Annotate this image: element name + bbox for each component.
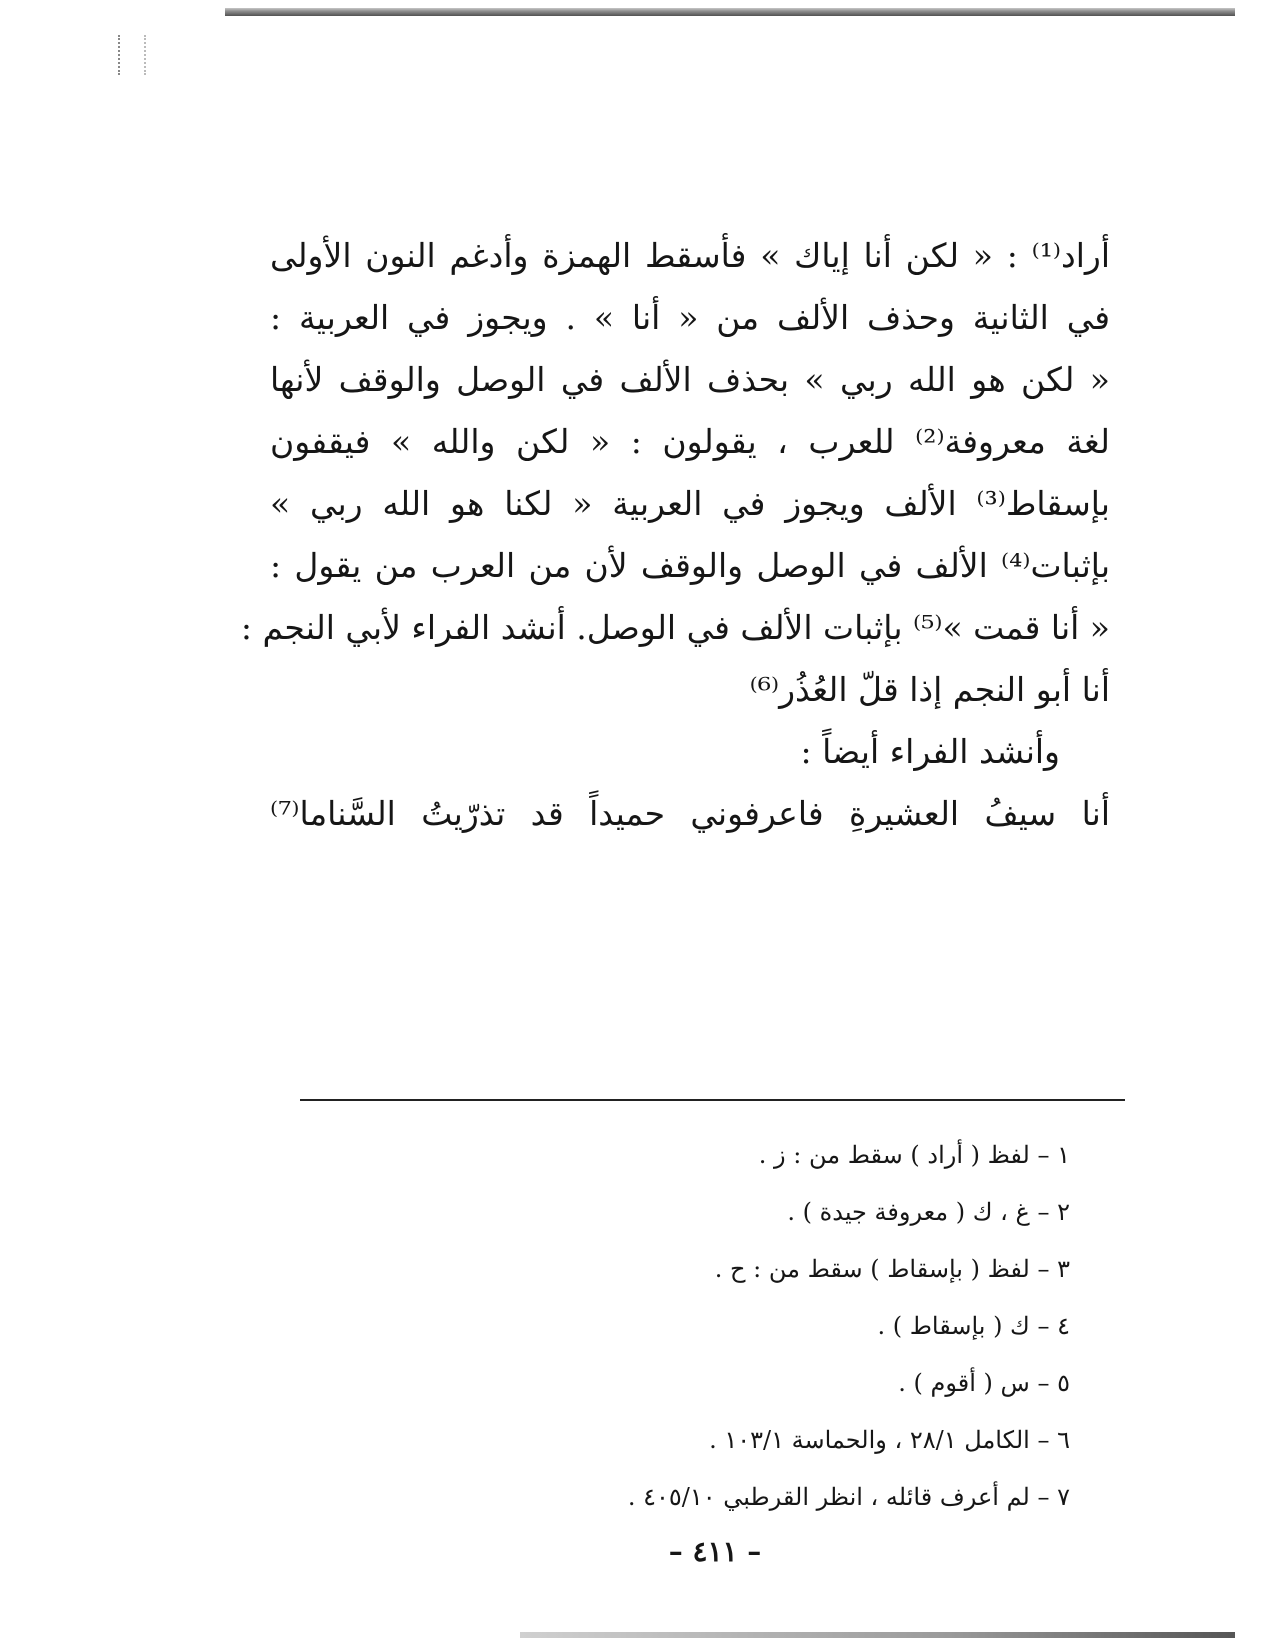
text-line-4: لغة معروفة⁽²⁾ للعرب ، يقولون : « لكن والله » فيقفون (270, 422, 1110, 461)
text-line-3: « لكن هو الله ربي » بحذف الألف في الوصل والوقف لأنها (270, 360, 1110, 399)
text-line-5: بإسقاط⁽³⁾ الألف ويجوز في العربية « لكنا هو الله ربي » (270, 484, 1110, 523)
footnote-separator (300, 1099, 1125, 1101)
text-line-6: بإثبات⁽⁴⁾ الألف في الوصل والوقف لأن من العرب من يقول : (270, 546, 1110, 585)
page-number: – ٤١١ – (668, 1535, 762, 1568)
footnote-3: ٣ – لفظ ( بإسقاط ) سقط من : ح . (714, 1255, 1070, 1283)
text-line-7: « أنا قمت »⁽⁵⁾ بإثبات الألف في الوصل. أنشد الفراء لأبي النجم : (240, 608, 1110, 647)
text-line-2: في الثانية وحذف الألف من « أنا » . ويجوز في العربية : (270, 298, 1110, 337)
footnote-1: ١ – لفظ ( أراد ) سقط من : ز . (758, 1141, 1070, 1169)
footnotes (500, 1127, 1070, 1526)
footnote-4: ٤ – ك ( بإسقاط ) . (877, 1312, 1070, 1340)
footnote-5: ٥ – س ( أقوم ) . (898, 1369, 1070, 1397)
text-line-1: أراد⁽¹⁾ : « لكن أنا إياك » فأسقط الهمزة وأدغم النون الأولى (270, 236, 1110, 275)
scan-bottom-edge (520, 1632, 1235, 1638)
footnote-2: ٢ – غ ، ك ( معروفة جيدة ) . (787, 1198, 1070, 1226)
text-line-8: وأنشد الفراء أيضاً : (800, 732, 1060, 771)
main-text (240, 225, 1110, 845)
scan-top-edge (225, 8, 1235, 16)
footnote-6: ٦ – الكامل ٢٨/١ ، والحماسة ١٠٣/١ . (709, 1426, 1070, 1454)
verse-line-1: أنا أبو النجم إذا قلّ العُذُر⁽⁶⁾ (749, 670, 1110, 709)
scan-margin-marks (118, 35, 146, 75)
verse-line-2: أنا سيفُ العشيرةِ فاعرفوني حميداً قد تذرّيتُ السَّناما⁽⁷⁾ (270, 794, 1110, 833)
footnote-7: ٧ – لم أعرف قائله ، انظر القرطبي ٤٠٥/١٠ . (627, 1483, 1070, 1511)
